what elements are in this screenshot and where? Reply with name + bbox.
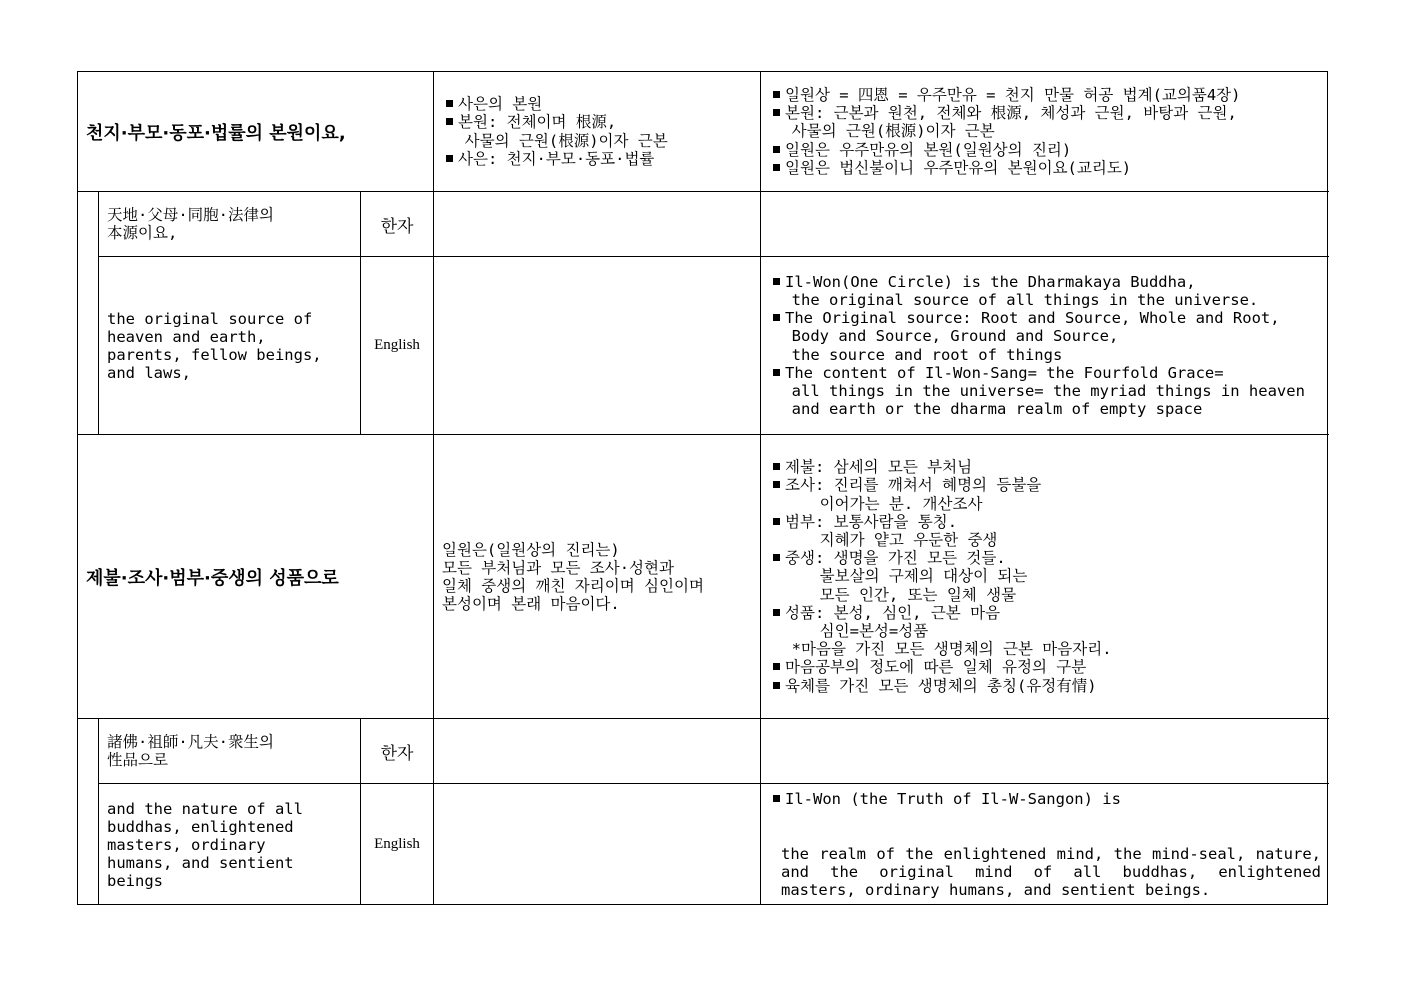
- list-item: [773, 364, 1321, 382]
- list-item: [773, 86, 1321, 104]
- bullet-square-icon: [446, 118, 453, 125]
- list-item-text: The content of Il-Won-Sang= the Fourfold Grace=: [785, 363, 1224, 382]
- list-item-text: Il-Won(One Circle) is the Dharmakaya Buddha,: [785, 272, 1196, 291]
- bullet-square-icon: [773, 795, 780, 802]
- list-item: [773, 531, 1321, 549]
- list-item-text: 모든 인간, 또는 일체 생물: [773, 585, 1017, 604]
- row6-lang-cell: [361, 784, 434, 905]
- list-item-text: 본원: 전체이며 根源,: [458, 113, 617, 132]
- bullet-square-icon: [773, 91, 780, 98]
- row3-lang-cell: [361, 257, 434, 435]
- row6-right-cell: [761, 784, 1329, 905]
- row1-heading: 천지·부모·동포·법률의 본원이요,: [86, 122, 346, 144]
- bullet-square-icon: [773, 164, 780, 171]
- list-item: [773, 567, 1321, 585]
- bullet-square-icon: [773, 146, 780, 153]
- list-item-text: Body and Source, Ground and Source,: [773, 327, 1119, 346]
- list-item: [773, 586, 1321, 604]
- row1-mid-cell: [434, 72, 761, 192]
- list-item-text: 사은: 천지·부모·동포·법률: [458, 149, 655, 168]
- list-item: [446, 132, 752, 150]
- list-item: [446, 95, 752, 113]
- row2-right-cell: [761, 192, 1329, 257]
- row2-text-cell: [99, 192, 361, 257]
- bullet-square-icon: [446, 155, 453, 162]
- row6-right-first-line: [773, 790, 1321, 808]
- list-item-text: 사은의 본원: [458, 95, 543, 114]
- list-item: [773, 291, 1321, 309]
- row3-right-cell: [761, 257, 1329, 435]
- list-item-text: 제불: 삼세의 모든 부처님: [785, 458, 973, 477]
- list-item-text: 심인=본성=성품: [773, 622, 929, 640]
- bullet-square-icon: [773, 682, 780, 689]
- list-item-text: 성품: 본성, 심인, 근본 마음: [785, 603, 1001, 622]
- list-item-text: 이어가는 분. 개산조사: [773, 494, 983, 513]
- row4-heading: 제불·조사·범부·중생의 성품으로: [86, 567, 339, 589]
- row6-mid-cell: [434, 784, 761, 905]
- row6-right-first: Il-Won (the Truth of Il-W-Sangon) is: [785, 789, 1121, 808]
- row5-mid-cell: [434, 719, 761, 784]
- row1-right-list: [761, 86, 1329, 177]
- row6-right-body: the realm of the enlightened mind, the mind-seal, nature, and the original mind of all buddhas, enlightened masters, ordinary humans, and sentient beings.: [781, 844, 1321, 899]
- list-item: [773, 309, 1321, 327]
- list-item: [773, 346, 1321, 364]
- list-item: [773, 104, 1321, 122]
- row5-lang-cell: [361, 719, 434, 784]
- list-item-text: all things in the universe= the myriad things in heaven: [773, 381, 1305, 400]
- row4-heading-cell: [78, 435, 434, 719]
- indent-cell: [78, 192, 99, 435]
- row3-lang-label: English: [374, 337, 420, 353]
- row5-text-cell: [99, 719, 361, 784]
- row4-right-cell: [761, 435, 1329, 719]
- list-item: [773, 327, 1321, 345]
- row4-mid-cell: [434, 435, 761, 719]
- list-item-text: 중생: 생명을 가진 모든 것들.: [785, 549, 1006, 568]
- row1-mid-list: [434, 95, 760, 168]
- row2-text: 天地·父母·同胞·法律의 本源이요,: [107, 206, 274, 242]
- list-item-text: 지혜가 얕고 우둔한 중생: [773, 530, 998, 549]
- list-item-text: 마음공부의 정도에 따른 일체 유정의 구분: [785, 658, 1087, 677]
- row6-right-block: [761, 784, 1329, 905]
- list-item: [773, 122, 1321, 140]
- list-item-text: 본원: 근본과 원천, 전체와 根源, 체성과 근원, 바탕과 근원,: [785, 104, 1237, 123]
- row6-lang-label: English: [374, 836, 420, 852]
- list-item: [773, 476, 1321, 494]
- list-item: [773, 495, 1321, 513]
- list-item: [773, 458, 1321, 476]
- row3-mid-cell: [434, 257, 761, 435]
- row4-right-list: [761, 458, 1329, 695]
- list-item-text: *마음을 가진 모든 생명체의 근본 마음자리.: [773, 640, 1112, 659]
- row6-text: and the nature of all buddhas, enlightened masters, ordinary humans, and sentient beings: [107, 799, 303, 890]
- list-item: [446, 150, 752, 168]
- list-item-text: 일원은 우주만유의 본원(일원상의 진리): [785, 140, 1072, 159]
- bullet-square-icon: [773, 609, 780, 616]
- row4-mid-text: 일원은(일원상의 진리는) 모든 부처님과 모든 조사·성현과 일체 중생의 깨친 자리이며 심인이며 본성이며 본래 마음이다.: [442, 540, 704, 613]
- bullet-square-icon: [446, 100, 453, 107]
- list-item: [446, 113, 752, 131]
- list-item-text: 사물의 근원(根源)이자 근본: [773, 122, 995, 141]
- document-table: [77, 71, 1328, 905]
- row1-right-cell: [761, 72, 1329, 192]
- list-item: [773, 382, 1321, 400]
- bullet-square-icon: [773, 463, 780, 470]
- list-item-text: The Original source: Root and Source, Whole and Root,: [785, 309, 1280, 328]
- list-item-text: 불보살의 구제의 대상이 되는: [773, 567, 1028, 586]
- list-item: [773, 604, 1321, 622]
- list-item: [773, 640, 1321, 658]
- list-item-text: the original source of all things in the universe.: [773, 290, 1259, 309]
- row2-lang-label: 한자: [380, 216, 414, 237]
- row3-text: the original source of heaven and earth, parents, fellow beings, and laws,: [107, 309, 322, 382]
- bullet-square-icon: [773, 554, 780, 561]
- list-item: [773, 677, 1321, 695]
- list-item-text: 육체를 가진 모든 생명체의 총칭(유정有情): [785, 676, 1097, 695]
- bullet-square-icon: [773, 314, 780, 321]
- list-item-text: and earth or the dharma realm of empty space: [773, 400, 1203, 419]
- row2-lang-cell: [361, 192, 434, 257]
- list-item: [773, 658, 1321, 676]
- row3-text-cell: [99, 257, 361, 435]
- bullet-square-icon: [773, 109, 780, 116]
- list-item-text: 일원상 = 四恩 = 우주만유 = 천지 만물 허공 법계(교의품4장): [785, 85, 1241, 104]
- row5-lang-label: 한자: [380, 743, 414, 764]
- row2-mid-cell: [434, 192, 761, 257]
- list-item: [773, 549, 1321, 567]
- bullet-square-icon: [773, 663, 780, 670]
- list-item: [773, 400, 1321, 418]
- list-item-text: 범부: 보통사람을 통칭.: [785, 512, 958, 531]
- list-item-text: the source and root of things: [773, 345, 1063, 364]
- bullet-square-icon: [773, 481, 780, 488]
- list-item: [773, 141, 1321, 159]
- bullet-square-icon: [773, 278, 780, 285]
- list-item: [773, 273, 1321, 291]
- list-item-text: 조사: 진리를 깨쳐서 혜명의 등불을: [785, 476, 1042, 495]
- row3-right-list: [761, 273, 1329, 419]
- row1-heading-cell: [78, 72, 434, 192]
- list-item-text: 일원은 법신불이니 우주만유의 본원이요(교리도): [785, 158, 1132, 177]
- bullet-square-icon: [773, 369, 780, 376]
- list-item: [773, 513, 1321, 531]
- list-item: [773, 159, 1321, 177]
- row6-text-cell: [99, 784, 361, 905]
- list-item-text: 사물의 근원(根源)이자 근본: [446, 131, 668, 150]
- bullet-square-icon: [773, 518, 780, 525]
- row5-right-cell: [761, 719, 1329, 784]
- row5-text: 諸佛·祖師·凡夫·衆生의 性品으로: [107, 733, 274, 769]
- indent-cell-2: [78, 719, 99, 905]
- list-item: [773, 622, 1321, 640]
